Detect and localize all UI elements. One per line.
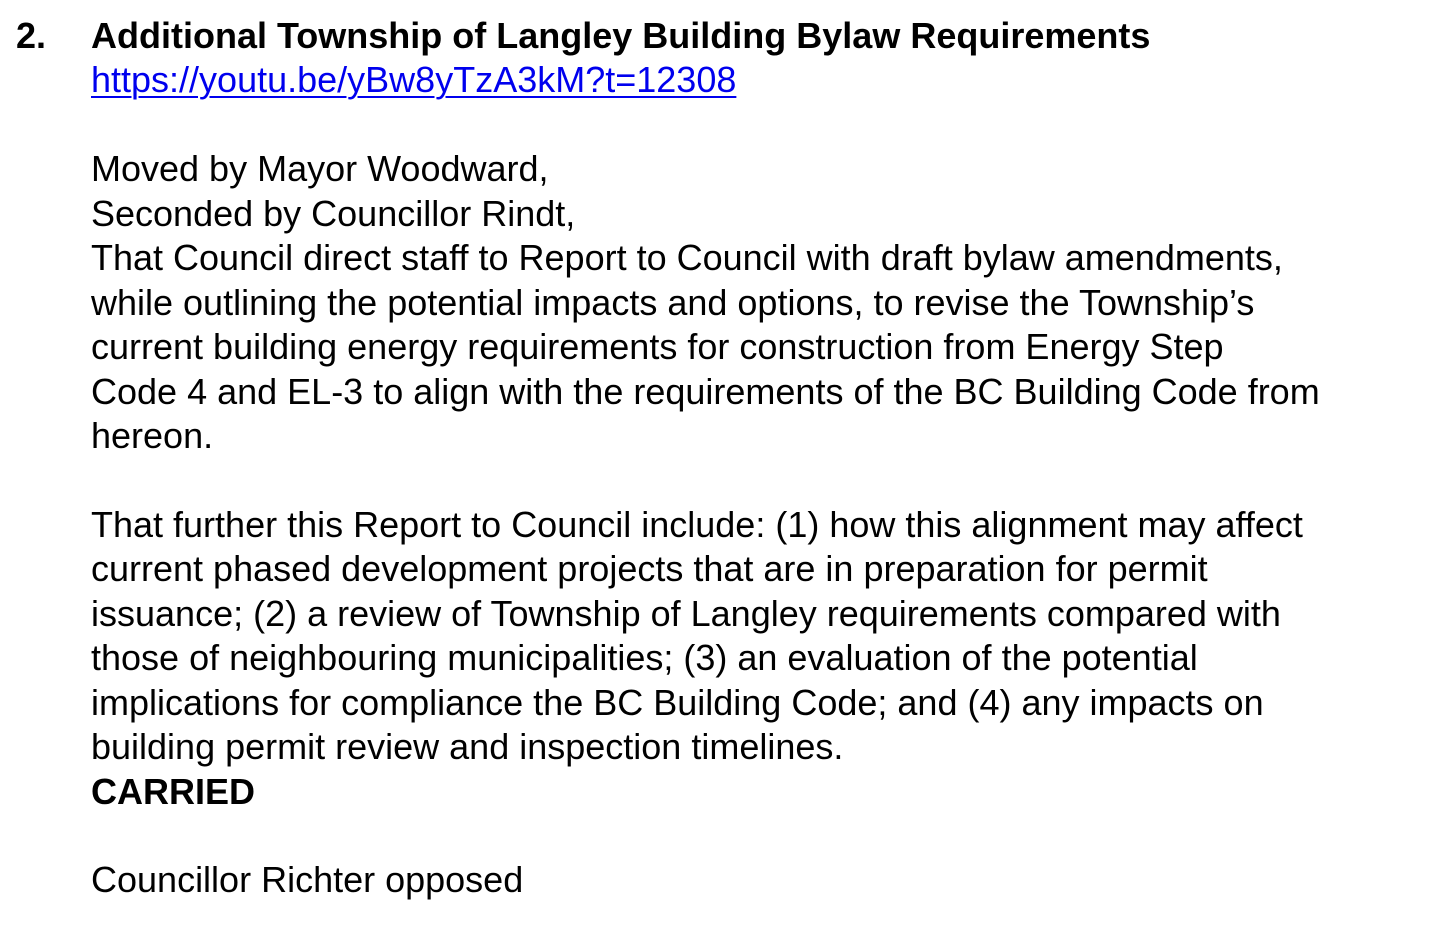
spacer <box>91 814 1441 858</box>
spacer <box>91 103 1441 147</box>
opposition-note: Councillor Richter opposed <box>91 859 524 900</box>
resolution-line: Code 4 and EL-3 to align with the requirements of the BC Building Code from <box>91 370 1320 412</box>
seconded-by: Seconded by Councillor Rindt, <box>91 192 576 234</box>
further-line: current phased development projects that are in preparation for permit <box>91 548 1208 589</box>
further-line: building permit review and inspection timelines. <box>91 726 844 767</box>
further-block <box>91 503 1441 815</box>
further-line: issuance; (2) a review of Township of Langley requirements compared with <box>91 592 1281 634</box>
video-link[interactable]: https://youtu.be/yBw8yTzA3kM?t=12308 <box>91 59 737 100</box>
resolution-line: current building energy requirements for construction from Energy Step <box>91 326 1224 367</box>
item-title: Additional Township of Langley Building Bylaw Requirements <box>91 15 1151 56</box>
moved-by: Moved by Mayor Woodward, <box>91 148 549 189</box>
further-line: That further this Report to Council include: (1) how this alignment may affect <box>91 503 1303 545</box>
motion-result: CARRIED <box>91 770 256 812</box>
further-line: those of neighbouring municipalities; (3) an evaluation of the potential <box>91 637 1198 678</box>
motion-block <box>91 147 1441 459</box>
item-number: 2. <box>16 15 47 56</box>
further-line: implications for compliance the BC Building Code; and (4) any impacts on <box>91 681 1264 723</box>
spacer <box>91 459 1441 503</box>
resolution-line: That Council direct staff to Report to Council with draft bylaw amendments, <box>91 237 1283 278</box>
resolution-line: while outlining the potential impacts and options, to revise the Township’s <box>91 281 1255 323</box>
item-body <box>91 15 1441 903</box>
resolution-line: hereon. <box>91 415 214 456</box>
